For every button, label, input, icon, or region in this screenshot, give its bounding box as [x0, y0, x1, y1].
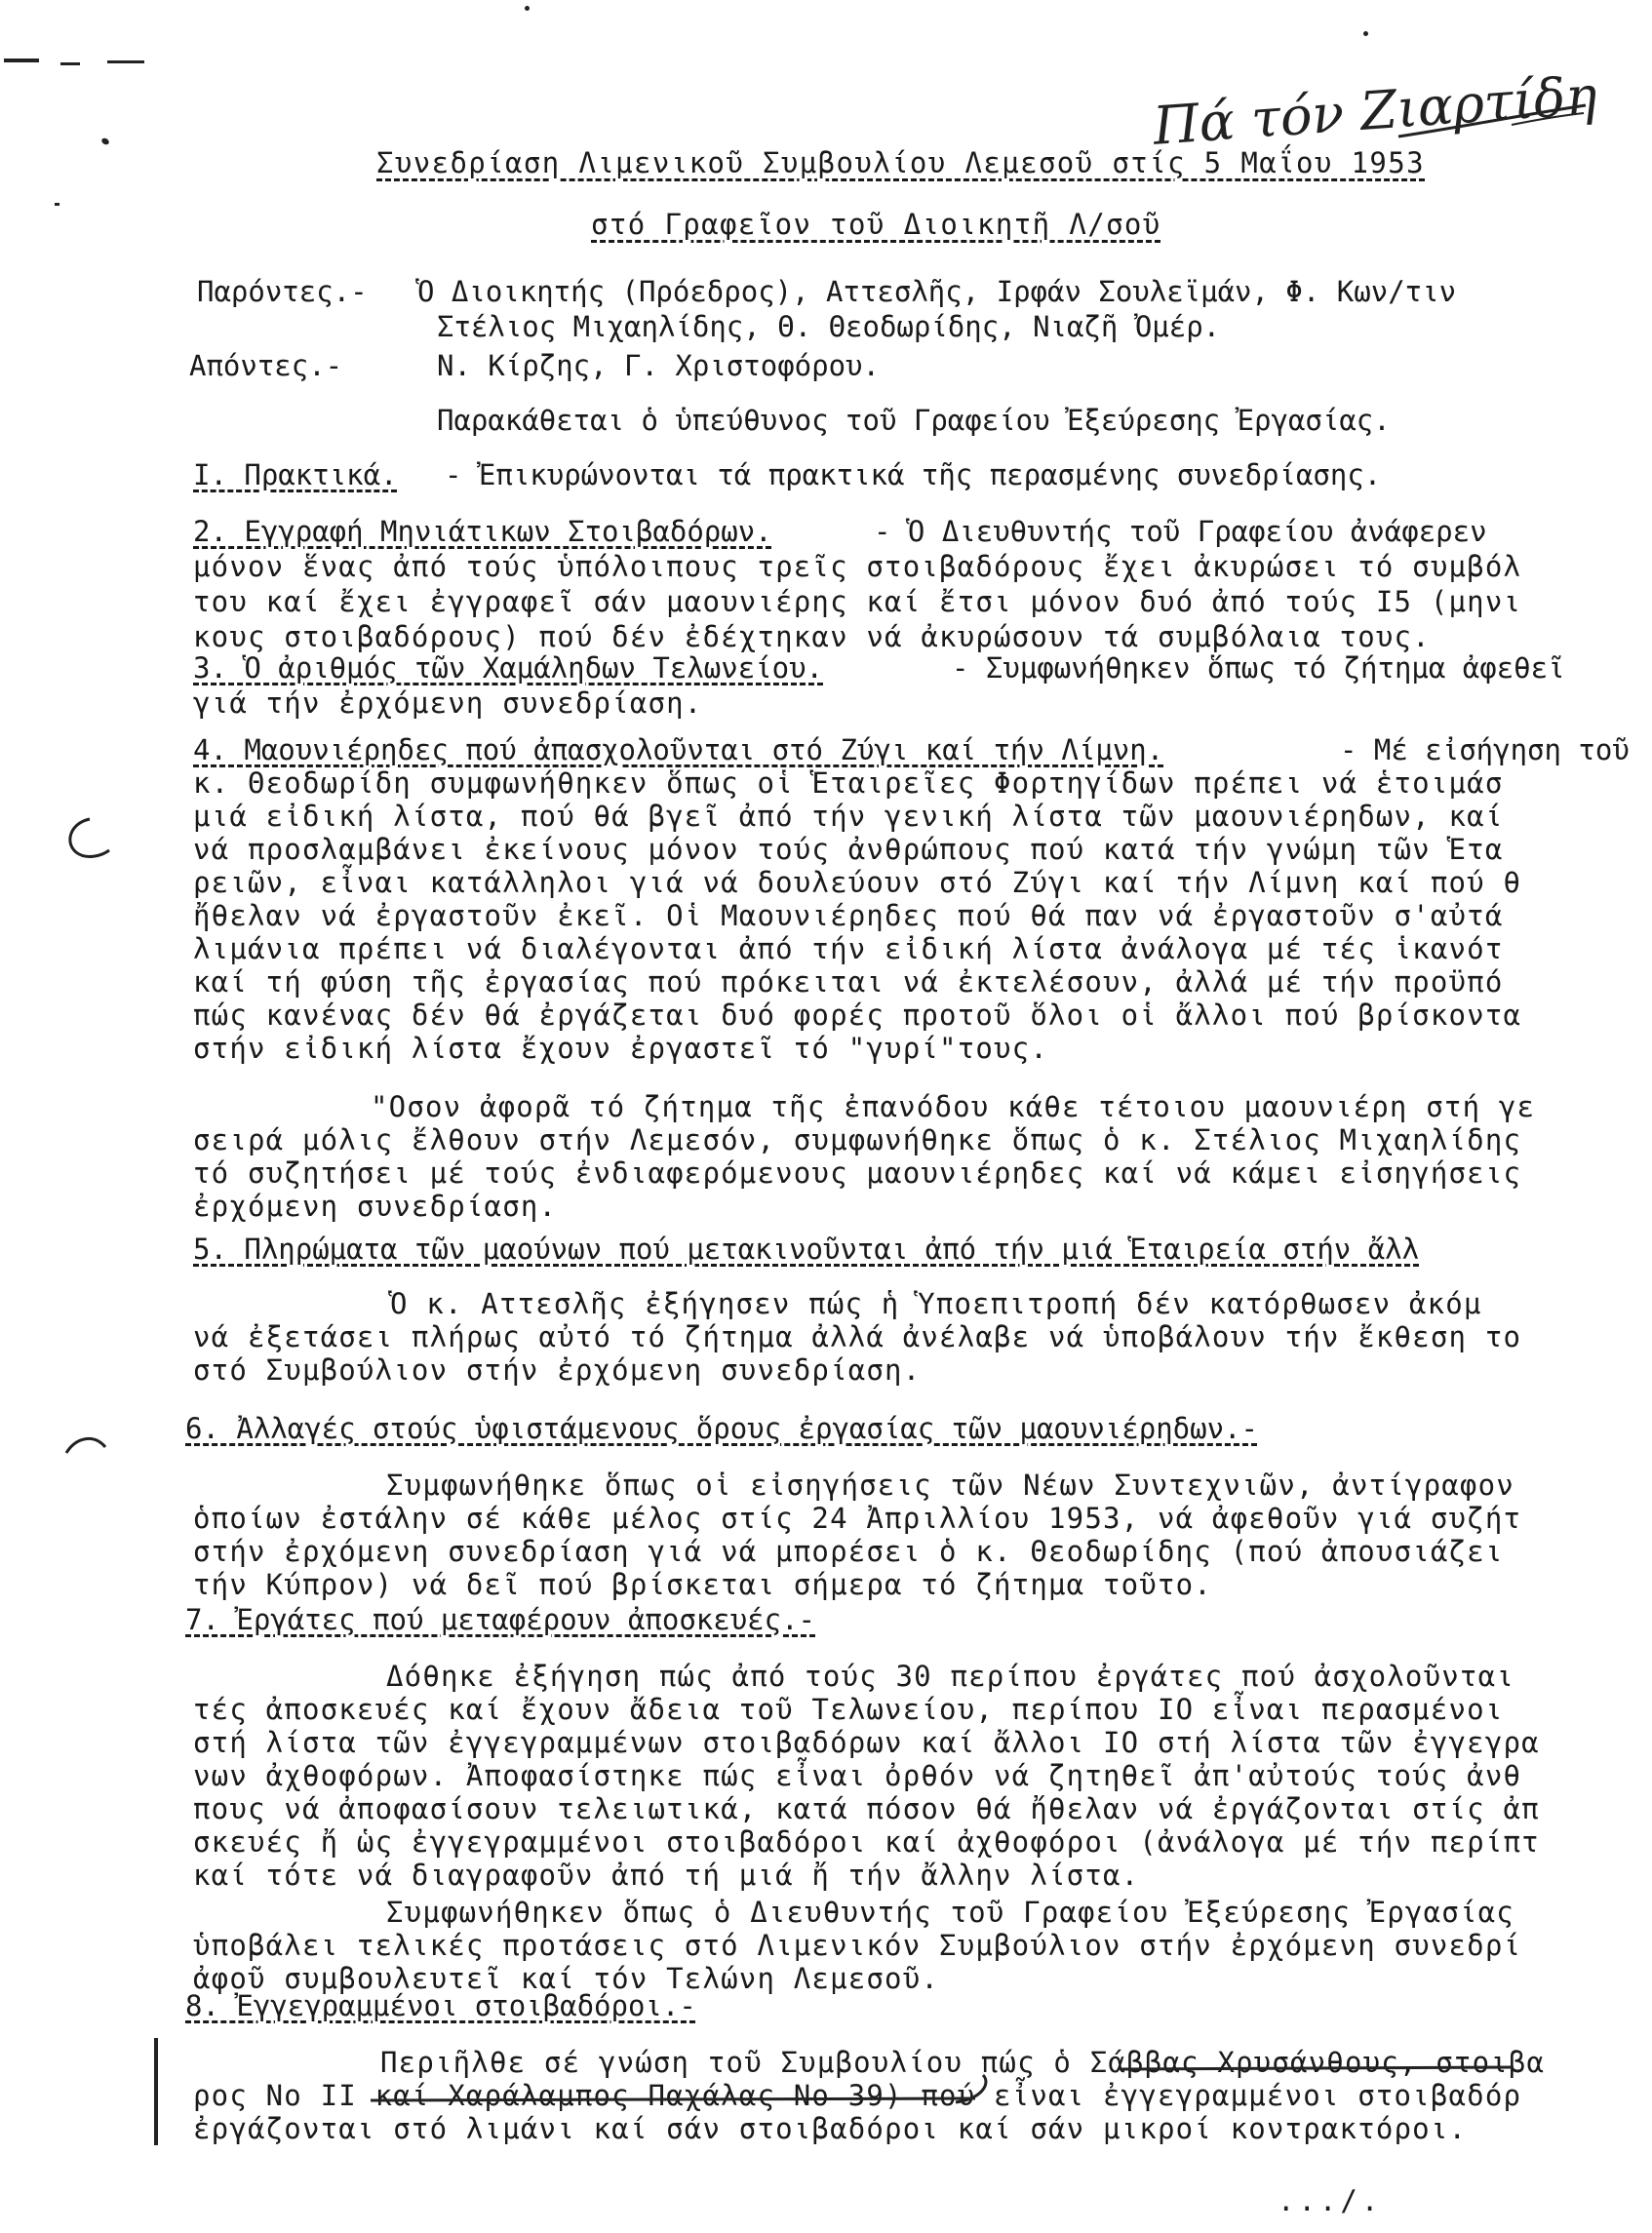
- item-text-line: νά ἐξετάσει πλήρως αὐτό τό ζήτημα ἀλλά ἀνέλαβε νά ὑποβάλουν τήν ἔκθεση το: [193, 1320, 1522, 1353]
- item-text-line: Συμφωνήθηκε ὅπως οἱ εἰσηγήσεις τῶν Νέων Συντεχνιῶν, ἀντίγραφον: [386, 1469, 1514, 1502]
- item-heading: Ι. Πρακτικά.: [193, 458, 398, 491]
- item-text-line: καί τή φύση τῆς ἐργασίας πού πρόκειται νά ἐκτελέσουν, ἀλλά μέ τήν προϋπό: [193, 965, 1504, 999]
- item-text-line: στή λίστα τῶν ἐγγεγραμμένων στοιβαδόρων καί ἄλλοι ΙΟ στή λίστα τῶν ἐγγεγρα: [193, 1726, 1540, 1759]
- item-text-line: γιά τήν ἐρχόμενη συνεδρίαση.: [193, 686, 703, 720]
- item-text-line: τήν Κύπρον) νά δεῖ πού βρίσκεται σήμερα τό ζήτημα τοῦτο.: [193, 1568, 1212, 1601]
- item-text-line: Περιῆλθε σέ γνώση τοῦ Συμβουλίου πώς ὁ Σάββας Χρυσάνθους, στοιβα: [380, 2046, 1546, 2079]
- meeting-location: στό Γραφεῖον τοῦ Διοικητῆ Λ/σοῦ: [591, 208, 1161, 241]
- item-text-line: ὑποβάλει τελικές προτάσεις στό Λιμενικόν Συμβούλιον στήν ἐρχόμενη συνεδρί: [193, 1929, 1522, 1962]
- punch-hole-marks: [59, 809, 117, 1492]
- item-heading: 3. Ὁ ἀριθμός τῶν Χαμάληδων Τελωνείου.: [193, 651, 824, 685]
- item-heading: 7. Ἐργάτες πού μεταφέρουν ἀποσκευές.-: [185, 1603, 816, 1636]
- item-text: - Μέ εἰσήγηση τοῦ: [1340, 733, 1630, 766]
- item-text-line: κους στοιβαδόρους) πού δέν ἐδέχτηκαν νά ἀκυρώσουν τά συμβόλαια τους.: [193, 620, 1431, 653]
- agenda-item-5: [193, 1233, 1652, 1389]
- attending-note: Παρακάθεται ὁ ὑπεύθυνος τοῦ Γραφείου Ἐξεύρεσης Ἐργασίας.: [437, 404, 1391, 437]
- item-text-line: Συμφωνήθηκεν ὅπως ὁ Διευθυντής τοῦ Γραφείου Ἐξεύρεσης Ἐργασίας: [386, 1896, 1514, 1929]
- item-heading: 6. Ἀλλαγές στούς ὑφιστάμενους ὅρους ἐργασίας τῶν μαουνιέρηδων.-: [185, 1412, 1258, 1445]
- agenda-item-7: [185, 1603, 1652, 1995]
- item-text-line: τό συζητήσει μέ τούς ἐνδιαφερόμενους μαουνιέρηδες καί νά κάμει εἰσηγήσεις: [193, 1156, 1522, 1190]
- item-text-line: νων ἀχθοφόρων. Ἀποφασίστηκε πώς εἶναι ὀρθόν νά ζητηθεῖ ἀπ'αὐτούς τούς ἀνθ: [193, 1759, 1522, 1792]
- scan-speck: [100, 137, 110, 145]
- agenda-item-1: [193, 458, 1652, 497]
- handwritten-note: Πά τόν Ζιαρτίδη: [1151, 64, 1599, 157]
- scan-dash: [60, 62, 80, 65]
- scan-speck: [525, 6, 530, 11]
- agenda-item-2: [193, 515, 1652, 661]
- item-heading: 4. Μαουνιέρηδες πού ἀπασχολοῦνται στό Ζύγι καί τήν Λίμνη.: [193, 733, 1164, 766]
- scan-dash: [4, 59, 39, 62]
- present-label: Παρόντες.-: [197, 275, 368, 308]
- item-text-line: ἀφοῦ συμβουλευτεῖ καί τόν Τελώνη Λεμεσοῦ.: [193, 1962, 940, 1995]
- item-text-line: τές ἀποσκευές καί ἔχουν ἄδεια τοῦ Τελωνείου, περίπου ΙΟ εἶναι περασμένοι: [193, 1693, 1504, 1726]
- item-text-line: ἐρχόμενη συνεδρίαση.: [193, 1190, 558, 1223]
- present-names-line1: Ὁ Διοικητής (Πρόεδρος), Αττεσλῆς, Ιρφάν Σουλεϊμάν, Φ. Κων/τιν: [417, 275, 1457, 308]
- item-text-line: στό Συμβούλιον στήν ἐρχόμενη συνεδρίαση.: [193, 1353, 922, 1387]
- handwritten-underlines: [371, 2040, 1521, 2118]
- item-text-line: λιμάνια πρέπει νά διαλέγονται ἀπό τήν εἰδική λίστα ἀνάλογα μέ τές ἱκανότ: [193, 932, 1504, 965]
- meeting-title: Συνεδρίαση Λιμενικοῦ Συμβουλίου Λεμεσοῦ στίς 5 Μαΐου 1953: [376, 146, 1425, 179]
- item-heading: 2. Εγγραφή Μηνιάτικων Στοιβαδόρων.: [193, 515, 772, 548]
- item-text-line: Ὁ κ. Αττεσλῆς ἐξήγησεν πώς ἡ Ὑποεπιτροπή δέν κατόρθωσεν ἀκόμ: [390, 1287, 1482, 1320]
- item-heading: 5. Πληρώματα τῶν μαούνων πού μετακινοῦνται ἀπό τήν μιά Ἑταιρεία στήν ἄλλ: [193, 1233, 1420, 1266]
- item-text-line: ἤθελαν νά ἐργαστοῦν ἐκεῖ. Οἱ Μαουνιέρηδες πού θά παν νά ἐργαστοῦν σ'αὐτά: [193, 899, 1504, 932]
- scan-dash: [107, 60, 144, 63]
- item-text-line: πώς κανένας δέν θά ἐργάζεται δυό φορές προτοῦ ὅλοι οἱ ἄλλοι πού βρίσκοντα: [193, 999, 1522, 1032]
- present-names-line2: Στέλιος Μιχαηλίδης, Θ. Θεοδωρίδης, Νιαζῆ Ὀμέρ.: [437, 310, 1221, 343]
- absent-label: Απόντες.-: [189, 349, 343, 382]
- item-text-line: σειρά μόλις ἔλθουν στήν Λεμεσόν, συμφωνήθηκε ὅπως ὁ κ. Στέλιος Μιχαηλίδης: [193, 1123, 1522, 1156]
- item-text-line: ἐργάζονται στό λιμάνι καί σάν στοιβαδόροι καί σάν μικροί κοντρακτόροι.: [193, 2112, 1468, 2145]
- item-text-line: σκευές ἤ ὡς ἐγγεγραμμένοι στοιβαδόροι καί ἀχθοφόροι (ἀνάλογα μέ τήν περίπτ: [193, 1825, 1540, 1859]
- agenda-item-4: [193, 733, 1652, 1221]
- item-text-line: ρειῶν, εἶναι κατάλληλοι γιά νά δουλεύουν στό Ζύγι καί τήν Λίμνη καί πού θ: [193, 866, 1522, 899]
- item-text-line: ὁποίων ἐστάλην σέ κάθε μέλος στίς 24 Ἀπριλλίου 1953, νά ἀφεθοῦν γιά συζήτ: [193, 1502, 1522, 1535]
- scan-speck: [55, 203, 59, 206]
- agenda-item-3: [193, 651, 1652, 729]
- item-text-line: Δόθηκε ἐξήγηση πώς ἀπό τούς 30 περίπου ἐργάτες πού ἀσχολοῦνται: [386, 1660, 1514, 1693]
- item-text-line: του καί ἔχει ἐγγραφεῖ σάν μαουνιέρης καί ἔτσι μόνον δυό ἀπό τούς Ι5 (μηνι: [193, 585, 1522, 618]
- absent-names: Ν. Κίρζης, Γ. Χριστοφόρου.: [437, 349, 880, 382]
- item-text-line: στήν ἐρχόμενη συνεδρίαση γιά νά μπορέσει ὁ κ. Θεοδωρίδης (πού ἀπουσιάζει: [193, 1535, 1504, 1568]
- margin-bar: [154, 2038, 158, 2145]
- item-text-line: καί τότε νά διαγραφοῦν ἀπό τή μιά ἤ τήν ἄλλην λίστα.: [193, 1859, 1140, 1892]
- item-text-line: πους νά ἀποφασίσουν τελειωτικά, κατά πόσον θά ἤθελαν νά ἐργάζονται στίς ἀπ: [193, 1792, 1540, 1825]
- item-text: - Ὁ Διευθυντής τοῦ Γραφείου ἀνάφερεν: [874, 515, 1487, 548]
- continuation-mark: .../.: [1278, 2184, 1383, 2217]
- item-text-line: μόνον ἕνας ἀπό τούς ὑπόλοιπους τρεῖς στοιβαδόρους ἔχει ἀκυρώσει τό συμβόλ: [193, 550, 1522, 583]
- item-text-line: στήν εἰδική λίστα ἔχουν ἐργαστεῖ τό "γυρί"τους.: [193, 1032, 1048, 1065]
- scan-speck: [1363, 31, 1368, 36]
- item-text: - Ἐπικυρώνονται τά πρακτικά τῆς περασμένης συνεδρίασης.: [445, 458, 1382, 491]
- item-text-line: νά προσλαμβάνει ἐκείνους μόνον τούς ἀνθρώπους πού κατά τήν γνώμη τῶν Ἑτα: [193, 833, 1504, 866]
- item-text-line: μιά εἰδική λίστα, πού θά βγεῖ ἀπό τήν γενική λίστα τῶν μαουνιέρηδων, καί: [193, 800, 1504, 833]
- item-text-line: ρος Νο ΙΙ καί Χαράλαμπος Παχάλας Νο 39) πού εἶναι ἐγγεγραμμένοι στοιβαδόρ: [193, 2079, 1522, 2112]
- item-heading: 8. Ἐγγεγραμμένοι στοιβαδόροι.-: [185, 1989, 696, 2022]
- item-text-line: κ. Θεοδωρίδη συμφωνήθηκεν ὅπως οἱ Ἑταιρεῖες Φορτηγίδων πρέπει νά ἑτοιμάσ: [193, 766, 1504, 800]
- item-text-line: "Οσον ἀφορᾶ τό ζήτημα τῆς ἐπανόδου κάθε τέτοιου μαουνιέρη στή γε: [371, 1090, 1536, 1123]
- handwritten-underline: [1395, 98, 1590, 146]
- item-text: - Συμφωνήθηκεν ὅπως τό ζήτημα ἀφεθεῖ: [952, 651, 1565, 685]
- agenda-item-6: [185, 1412, 1652, 1601]
